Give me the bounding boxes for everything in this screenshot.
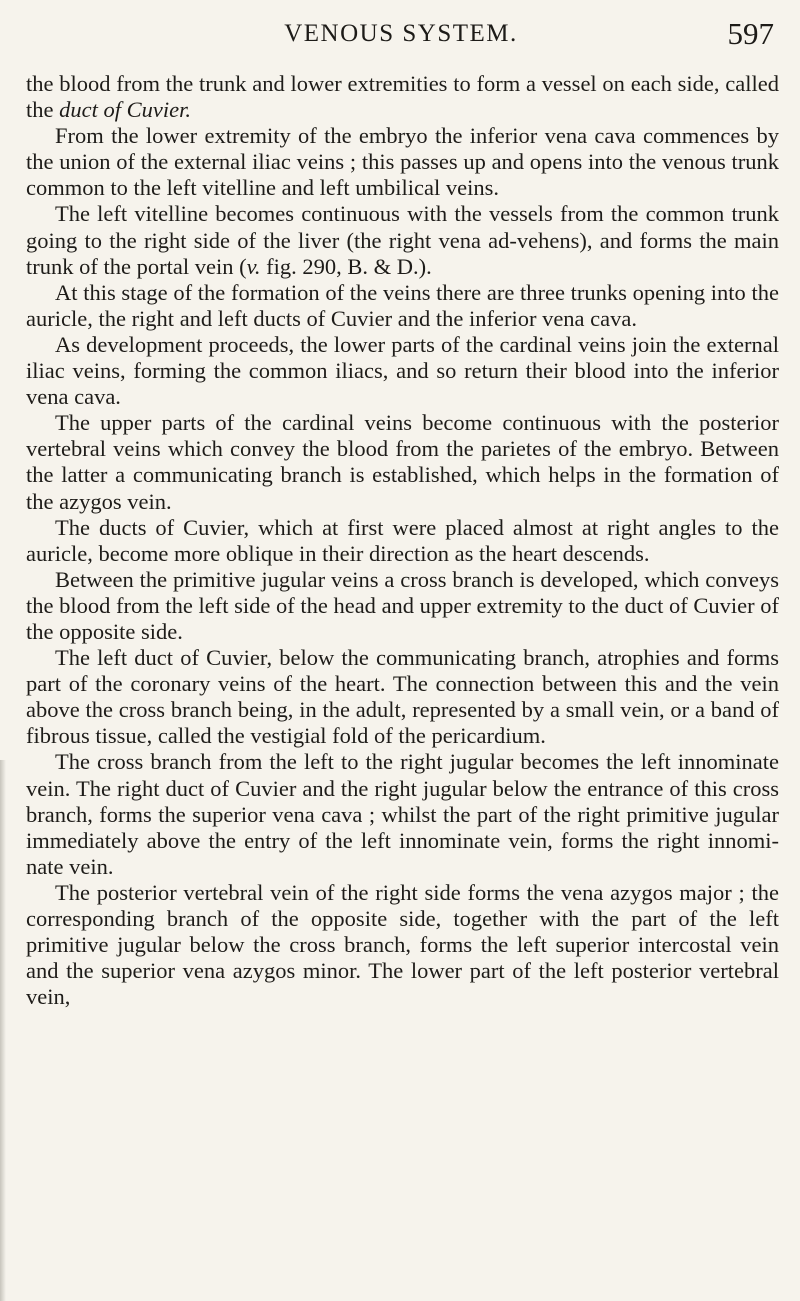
paragraph-text: From the lower extremity of the embryo the inferior vena cava commences by the union of the external iliac veins ; this passes up and opens into the venous trunk common to the left vitelline and left umbilical veins. [26,123,779,201]
paragraph [26,280,779,332]
paragraph-text: As development proceeds, the lower parts of the cardinal veins join the external iliac veins, forming the common iliacs, and so return their blood into the inferior vena cava. [26,331,779,410]
page-number: 597 [727,16,774,51]
italic-text: duct of Cuvier. [59,97,191,123]
paragraph [26,332,779,410]
paragraph-text: fig. 290, B. & D.). [260,253,432,279]
paragraph-text: the blood from the trunk and lower extremities to form a vessel on each side, called the [26,71,779,123]
running-head [28,14,774,54]
paragraph [26,201,779,279]
paragraph-text: The posterior vertebral vein of the right side forms the vena azygos major ; the corresponding branch of the opposite side, together with the part of the left primitive jugular below the cross branch, forms the left superior intercostal vein and the superior vena azygos minor. The lower part of the left posterior vertebral vein, [26,879,779,1010]
paragraph [26,515,779,567]
paragraph [26,880,779,1010]
paragraph-text: The left vitelline becomes continuous with the vessels from the common trunk going to the right side of the liver (the right vena ad-vehens), and forms the main trunk of the portal vein ( [26,201,779,279]
paragraph [26,123,779,201]
paragraph [26,410,779,514]
body-text [26,71,779,1010]
paragraph-text: The upper parts of the cardinal veins become continuous with the posterior vertebral veins which convey the blood from the parietes of the embryo. Between the latter a communicating branch is established, which helps in the formation of the azygos vein. [26,410,779,514]
paragraph-text: The left duct of Cuvier, below the communicating branch, atrophies and forms part of the coronary veins of the heart. The connection between this and the vein above the cross branch being, in the adult, represented by a small vein, or a band of fibrous tissue, called the vestigial fold of the pericardium. [26,645,779,749]
paragraph [26,645,779,749]
paragraph-text: The cross branch from the left to the right jugular becomes the left innominate vein. The right duct of Cuvier and the right jugular below the entrance of this cross branch, forms the superior vena cava ; whilst the part of the right primitive jugular immediately above the entry of the left innominate vein, forms the right innomi-nate vein. [26,749,779,879]
italic-text: v. [246,253,261,279]
paragraph [26,749,779,879]
paragraph-text: The ducts of Cuvier, which at first were placed almost at right angles to the auricle, become more oblique in their direction as the heart descends. [26,514,779,566]
running-title: VENOUS SYSTEM. [284,20,518,47]
paragraph [26,71,779,123]
paragraph-text: At this stage of the formation of the veins there are three trunks opening into the auricle, the right and left ducts of Cuvier and the inferior vena cava. [26,279,779,331]
page-edge-shadow [0,760,6,1301]
paragraph [26,567,779,645]
paragraph-text: Between the primitive jugular veins a cross branch is developed, which conveys the blood from the left side of the head and upper extremity to the duct of Cuvier of the opposite side. [26,566,779,644]
